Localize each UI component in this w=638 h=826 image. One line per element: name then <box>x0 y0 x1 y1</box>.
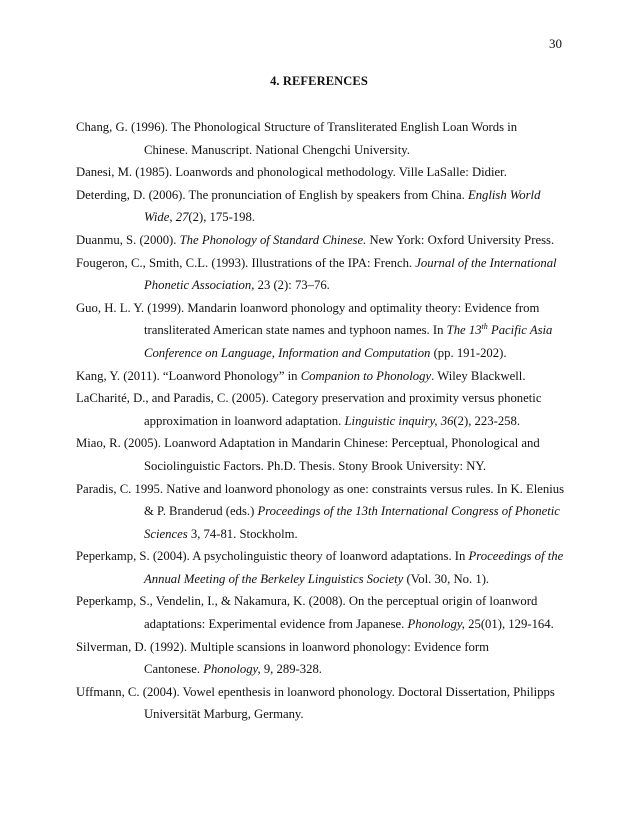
reference-entry <box>76 252 566 297</box>
italic-text: 27 <box>175 210 189 225</box>
reference-continuation-line <box>110 658 566 681</box>
italic-text: The 13 <box>446 323 482 338</box>
reference-text: (Vol. 30, No. 1). <box>403 571 490 586</box>
reference-text: 3, 74-81. Stockholm. <box>187 526 298 541</box>
reference-text: Universität Marburg, Germany. <box>144 707 304 722</box>
italic-text: Wide <box>144 210 170 225</box>
reference-text: 25(01), 129-164. <box>464 617 554 632</box>
reference-first-line <box>76 229 566 252</box>
italic-text: Annual Meeting of the Berkeley Linguistics Society <box>144 571 404 586</box>
reference-text: Peperkamp, S., Vendelin, I., & Nakamura, K. (2008). On the perceptual origin of loanword <box>76 594 538 609</box>
reference-text: LaCharité, D., and Paradis, C. (2005). Category preservation and proximity versus phonetic <box>76 391 542 406</box>
reference-text: , <box>169 210 176 225</box>
reference-text: & P. Branderud (eds.) <box>144 504 258 519</box>
references-heading: 4. REFERENCES <box>270 74 368 88</box>
reference-list <box>76 116 566 726</box>
reference-continuation-line <box>110 206 566 229</box>
reference-first-line <box>76 432 566 455</box>
reference-continuation-line <box>110 410 566 433</box>
reference-first-line <box>76 116 566 139</box>
reference-entry <box>76 229 566 252</box>
italic-text: Phonetic Association, <box>144 278 255 293</box>
reference-entry <box>76 297 566 365</box>
reference-continuation-line <box>110 523 566 546</box>
reference-text: (2), 223-258. <box>453 413 521 428</box>
reference-text: Miao, R. (2005). Loanword Adaptation in Mandarin Chinese: Perceptual, Phonological and <box>76 436 540 451</box>
page-number: 30 <box>549 36 562 51</box>
reference-first-line <box>76 590 566 613</box>
reference-first-line <box>76 184 566 207</box>
italic-text: Sciences <box>144 526 188 541</box>
reference-text: Fougeron, C., Smith, C.L. (1993). Illustrations of the IPA: French. <box>76 255 416 270</box>
reference-text: . Wiley Blackwell. <box>431 368 526 383</box>
reference-text: Kang, Y. (2011). “Loanword Phonology” in <box>76 368 301 383</box>
reference-first-line <box>76 161 566 184</box>
reference-first-line <box>76 252 566 275</box>
reference-entry <box>76 365 566 388</box>
reference-continuation-line <box>110 274 566 297</box>
reference-text: Guo, H. L. Y. (1999). Mandarin loanword phonology and optimality theory: Evidence from <box>76 300 540 315</box>
reference-text: Deterding, D. (2006). The pronunciation of English by speakers from China. <box>76 187 468 202</box>
reference-first-line <box>76 478 566 501</box>
italic-text: English World <box>467 187 541 202</box>
italic-text: Phonology, <box>407 617 465 632</box>
reference-continuation-line <box>110 703 566 726</box>
reference-entry <box>76 432 566 477</box>
reference-entry <box>76 590 566 635</box>
italic-text: Companion to Phonology <box>300 368 432 383</box>
italic-text: Proceedings of the 13th International Congress of Phonetic <box>257 504 560 519</box>
reference-first-line <box>76 636 566 659</box>
reference-text: transliterated American state names and typhoon names. In <box>144 323 447 338</box>
reference-text: Sociolinguistic Factors. Ph.D. Thesis. Stony Brook University: NY. <box>144 458 487 473</box>
reference-text: Silverman, D. (1992). Multiple scansions in loanword phonology: Evidence form <box>76 639 489 654</box>
reference-text: 9, 289-328. <box>260 662 322 677</box>
italic-text: Linguistic inquiry, 36 <box>344 413 454 428</box>
reference-entry <box>76 116 566 161</box>
reference-text: adaptations: Experimental evidence from Japanese. <box>144 617 408 632</box>
reference-text: Cantonese. <box>144 662 204 677</box>
reference-text: Duanmu, S. (2000). <box>76 232 180 247</box>
reference-first-line <box>76 297 566 320</box>
reference-continuation-line <box>110 613 566 636</box>
reference-text: New York: Oxford University Press. <box>366 232 555 247</box>
reference-continuation-line <box>110 139 566 162</box>
italic-text: Conference on Language, Information and Computation <box>144 345 431 360</box>
reference-text: Chang, G. (1996). The Phonological Structure of Transliterated English Loan Words in <box>76 120 518 134</box>
reference-continuation-line <box>110 342 566 365</box>
reference-entry <box>76 681 566 726</box>
reference-continuation-line <box>110 319 566 342</box>
reference-text: Chinese. Manuscript. National Chengchi University. <box>144 142 410 157</box>
reference-entry <box>76 478 566 546</box>
reference-entry <box>76 184 566 229</box>
reference-text: (pp. 191-202). <box>430 345 507 360</box>
reference-entry <box>76 545 566 590</box>
reference-text: (2), 175-198. <box>188 210 256 225</box>
reference-entry <box>76 636 566 681</box>
reference-first-line <box>76 545 566 568</box>
reference-entry <box>76 161 566 184</box>
italic-text: Phonology, <box>203 662 261 677</box>
reference-continuation-line <box>110 568 566 591</box>
reference-continuation-line <box>110 455 566 478</box>
reference-text: Paradis, C. 1995. Native and loanword phonology as one: constraints versus rules. In K. Elenius <box>76 481 565 496</box>
italic-text: The Phonology of Standard Chinese. <box>179 232 367 247</box>
italic-text: th <box>481 322 488 332</box>
reference-text: Peperkamp, S. (2004). A psycholinguistic theory of loanword adaptations. In <box>76 549 469 564</box>
reference-entry <box>76 387 566 432</box>
reference-text: approximation in loanword adaptation. <box>144 413 345 428</box>
reference-continuation-line <box>110 500 566 523</box>
italic-text: Proceedings of the <box>468 549 564 564</box>
reference-text: Uffmann, C. (2004). Vowel epenthesis in loanword phonology. Doctoral Dissertation, Philipps <box>76 684 555 699</box>
italic-text: Pacific Asia <box>487 323 553 338</box>
reference-first-line <box>76 365 566 388</box>
reference-text: 23 (2): 73–76. <box>254 278 330 293</box>
reference-first-line <box>76 681 566 704</box>
reference-first-line <box>76 387 566 410</box>
reference-text: Danesi, M. (1985). Loanwords and phonological methodology. Ville LaSalle: Didier. <box>76 165 507 180</box>
italic-text: Journal of the International <box>415 255 557 270</box>
